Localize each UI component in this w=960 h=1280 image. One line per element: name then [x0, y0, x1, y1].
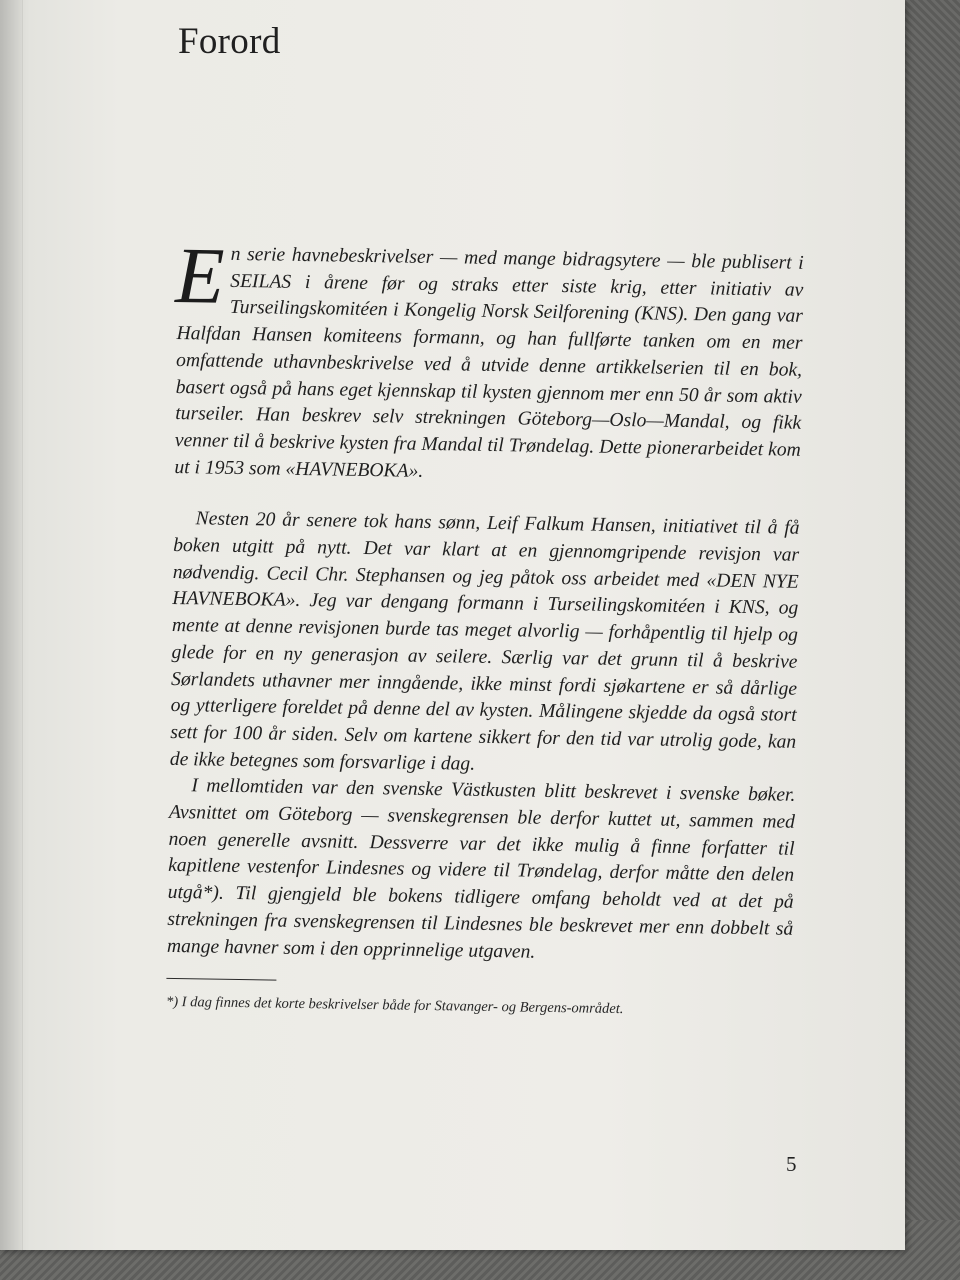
- footnote-divider: [166, 978, 276, 981]
- page-binding-edge: [0, 0, 23, 1250]
- body-text: [165, 231, 804, 1026]
- paragraph-2: Nesten 20 år senere tok hans sønn, Leif Falkum Hansen, initiativet til å få boken utgitt på nytt. Det var klart at en gjennomgripende revisjon var nødvendig. Cecil Chr. Stephansen og jeg påtok oss arbeidet med «DEN NYE HAVNEBOKA». Jeg var dengang formann i Turseilingskomitéen i KNS, og mente at denne revisjonen burde tas meget alvorlig — forhåpentlig til hjelp og glede for en ny generasjon av seilere. Særlig var det grunn til å beskrive Sørlandets uthavner mer inngående, ikke minst fordi sjøkartene er så dårlige og ytterligere foreldet på denne del av kysten. Målingene skjedde da også stort sett for 100 år siden. Selv om kartene sikkert for den tid var utrolig gode, kan de ikke betegnes som forsvarlige i dag.: [169, 508, 800, 775]
- drop-cap: E: [174, 231, 226, 321]
- paragraph-1: [174, 231, 804, 491]
- paragraph-1-text: n serie havnebeskrivelser — med mange bidragsytere — ble publisert i SEILAS i årene før og straks etter siste krig, etter initiativ av Turseilingskomitéen i Kongelig Norsk Seilforening (KNS). Den gang var Halfdan Hansen komiteens formann, og han fullførte tanken om en mer omfattende uthavnbeskrivelse ved å utvide denne artikkelserien til en bok, basert også på hans eget kjennskap til kysten gjennom mer enn 50 år som aktiv turseiler. Han beskrev selv strekningen Göteborg—Oslo—Mandal, og fikk venner til å beskrive kysten fra Mandal til Trøndelag. Dette pionerarbeidet kom ut i 1953 som «HAVNEBOKA».: [174, 243, 804, 482]
- page-number: 5: [786, 1152, 797, 1176]
- page-content: [165, 20, 804, 1018]
- footnote: *) I dag finnes det korte beskrivelser både for Stavanger- og Bergens-området.: [165, 994, 624, 1018]
- paragraph-3: I mellomtiden var den svenske Västkusten blitt beskrevet i svenske bøker. Avsnittet om Göteborg — svenskegrensen ble derfor kuttet ut, sammen med noen generelle avsnitt. Dessverre var det ikke mulig å finne forfatter til kapitlene vestenfor Lindesnes og videre til Trøndelag, derfor måtte den delen utgå*). Til gjengjeld ble bokens tidligere omfang beholdt ved at det på strekningen fra svenskegrensen til Lindesnes ble beskrevet mer enn dobbelt så mange havner som i den opprinnelige utgaven.: [166, 775, 796, 963]
- page-title: Forord: [178, 21, 281, 62]
